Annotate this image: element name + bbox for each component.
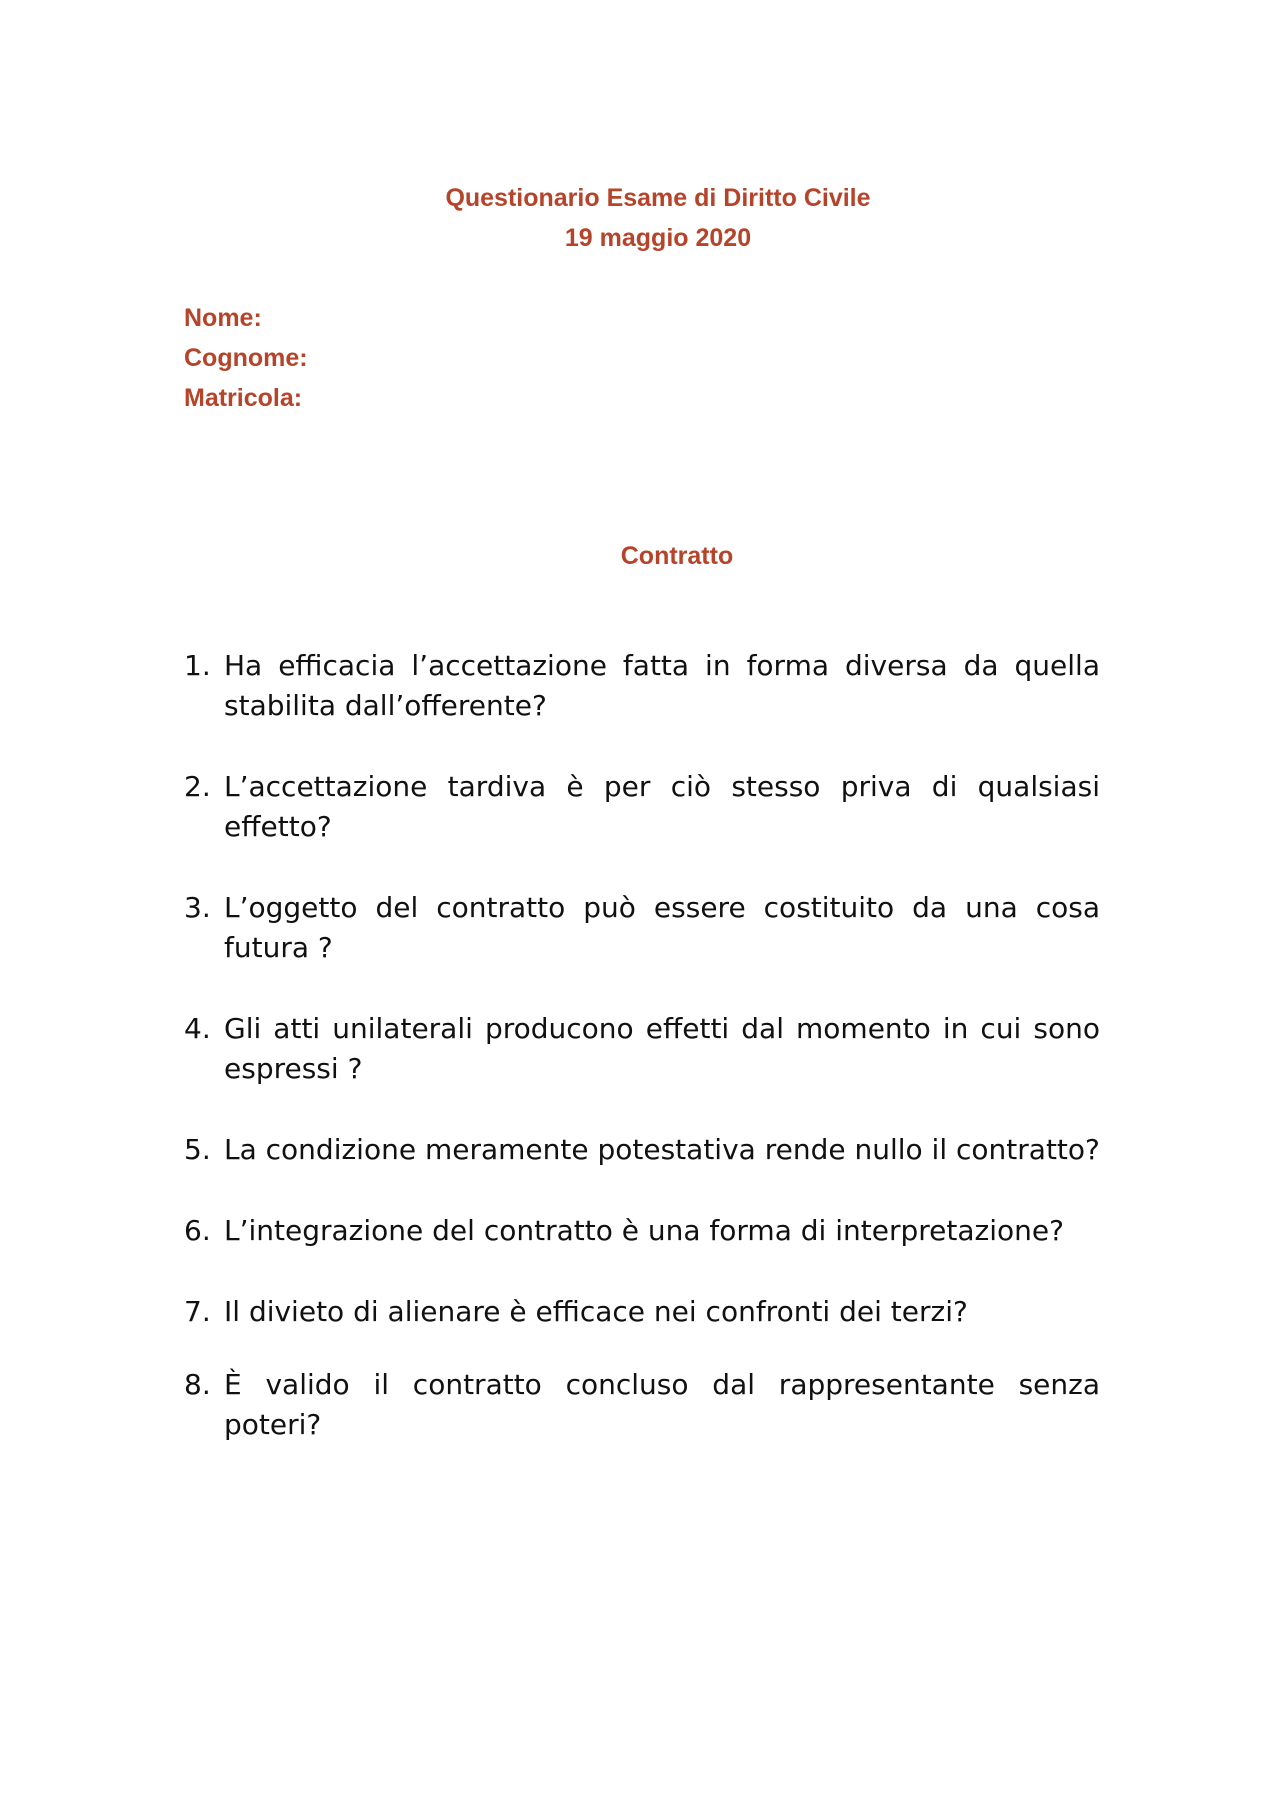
question-item <box>184 888 1100 968</box>
question-item <box>184 1365 1100 1445</box>
document-title: Questionario Esame di Diritto Civile <box>445 184 871 212</box>
question-item <box>184 767 1100 847</box>
question-item <box>184 646 1100 726</box>
question-list <box>184 646 1100 1486</box>
question-number: 3. <box>184 891 211 924</box>
question-item <box>184 1009 1100 1089</box>
question-number: 7. <box>184 1295 211 1328</box>
question-text: La condizione meramente potestativa rende nullo il contratto? <box>224 1133 1100 1166</box>
question-number: 8. <box>184 1368 211 1401</box>
question-number: 2. <box>184 770 211 803</box>
question-text: È valido il contratto concluso dal rappresentante senza poteri? <box>224 1368 1100 1441</box>
question-number: 4. <box>184 1012 211 1045</box>
field-nome-label: Nome: <box>184 304 262 332</box>
question-text: Ha efficacia l’accettazione fatta in forma diversa da quella stabilita dall’offerente? <box>224 649 1100 722</box>
question-text: L’integrazione del contratto è una forma di interpretazione? <box>224 1214 1064 1247</box>
question-text: L’oggetto del contratto può essere costituito da una cosa futura ? <box>224 891 1100 964</box>
field-matricola-label: Matricola: <box>184 384 303 412</box>
question-text: L’accettazione tardiva è per ciò stesso priva di qualsiasi effetto? <box>224 770 1100 843</box>
question-number: 6. <box>184 1214 211 1247</box>
question-text: Il divieto di alienare è efficace nei confronti dei terzi? <box>224 1295 968 1328</box>
document-date: 19 maggio 2020 <box>564 224 752 252</box>
field-cognome-label: Cognome: <box>184 344 308 372</box>
question-item <box>184 1292 1100 1332</box>
question-item <box>184 1130 1100 1170</box>
question-number: 5. <box>184 1133 211 1166</box>
section-title: Contratto <box>620 542 734 570</box>
question-text: Gli atti unilaterali producono effetti dal momento in cui sono espressi ? <box>224 1012 1100 1085</box>
question-item <box>184 1211 1100 1251</box>
question-number: 1. <box>184 649 211 682</box>
